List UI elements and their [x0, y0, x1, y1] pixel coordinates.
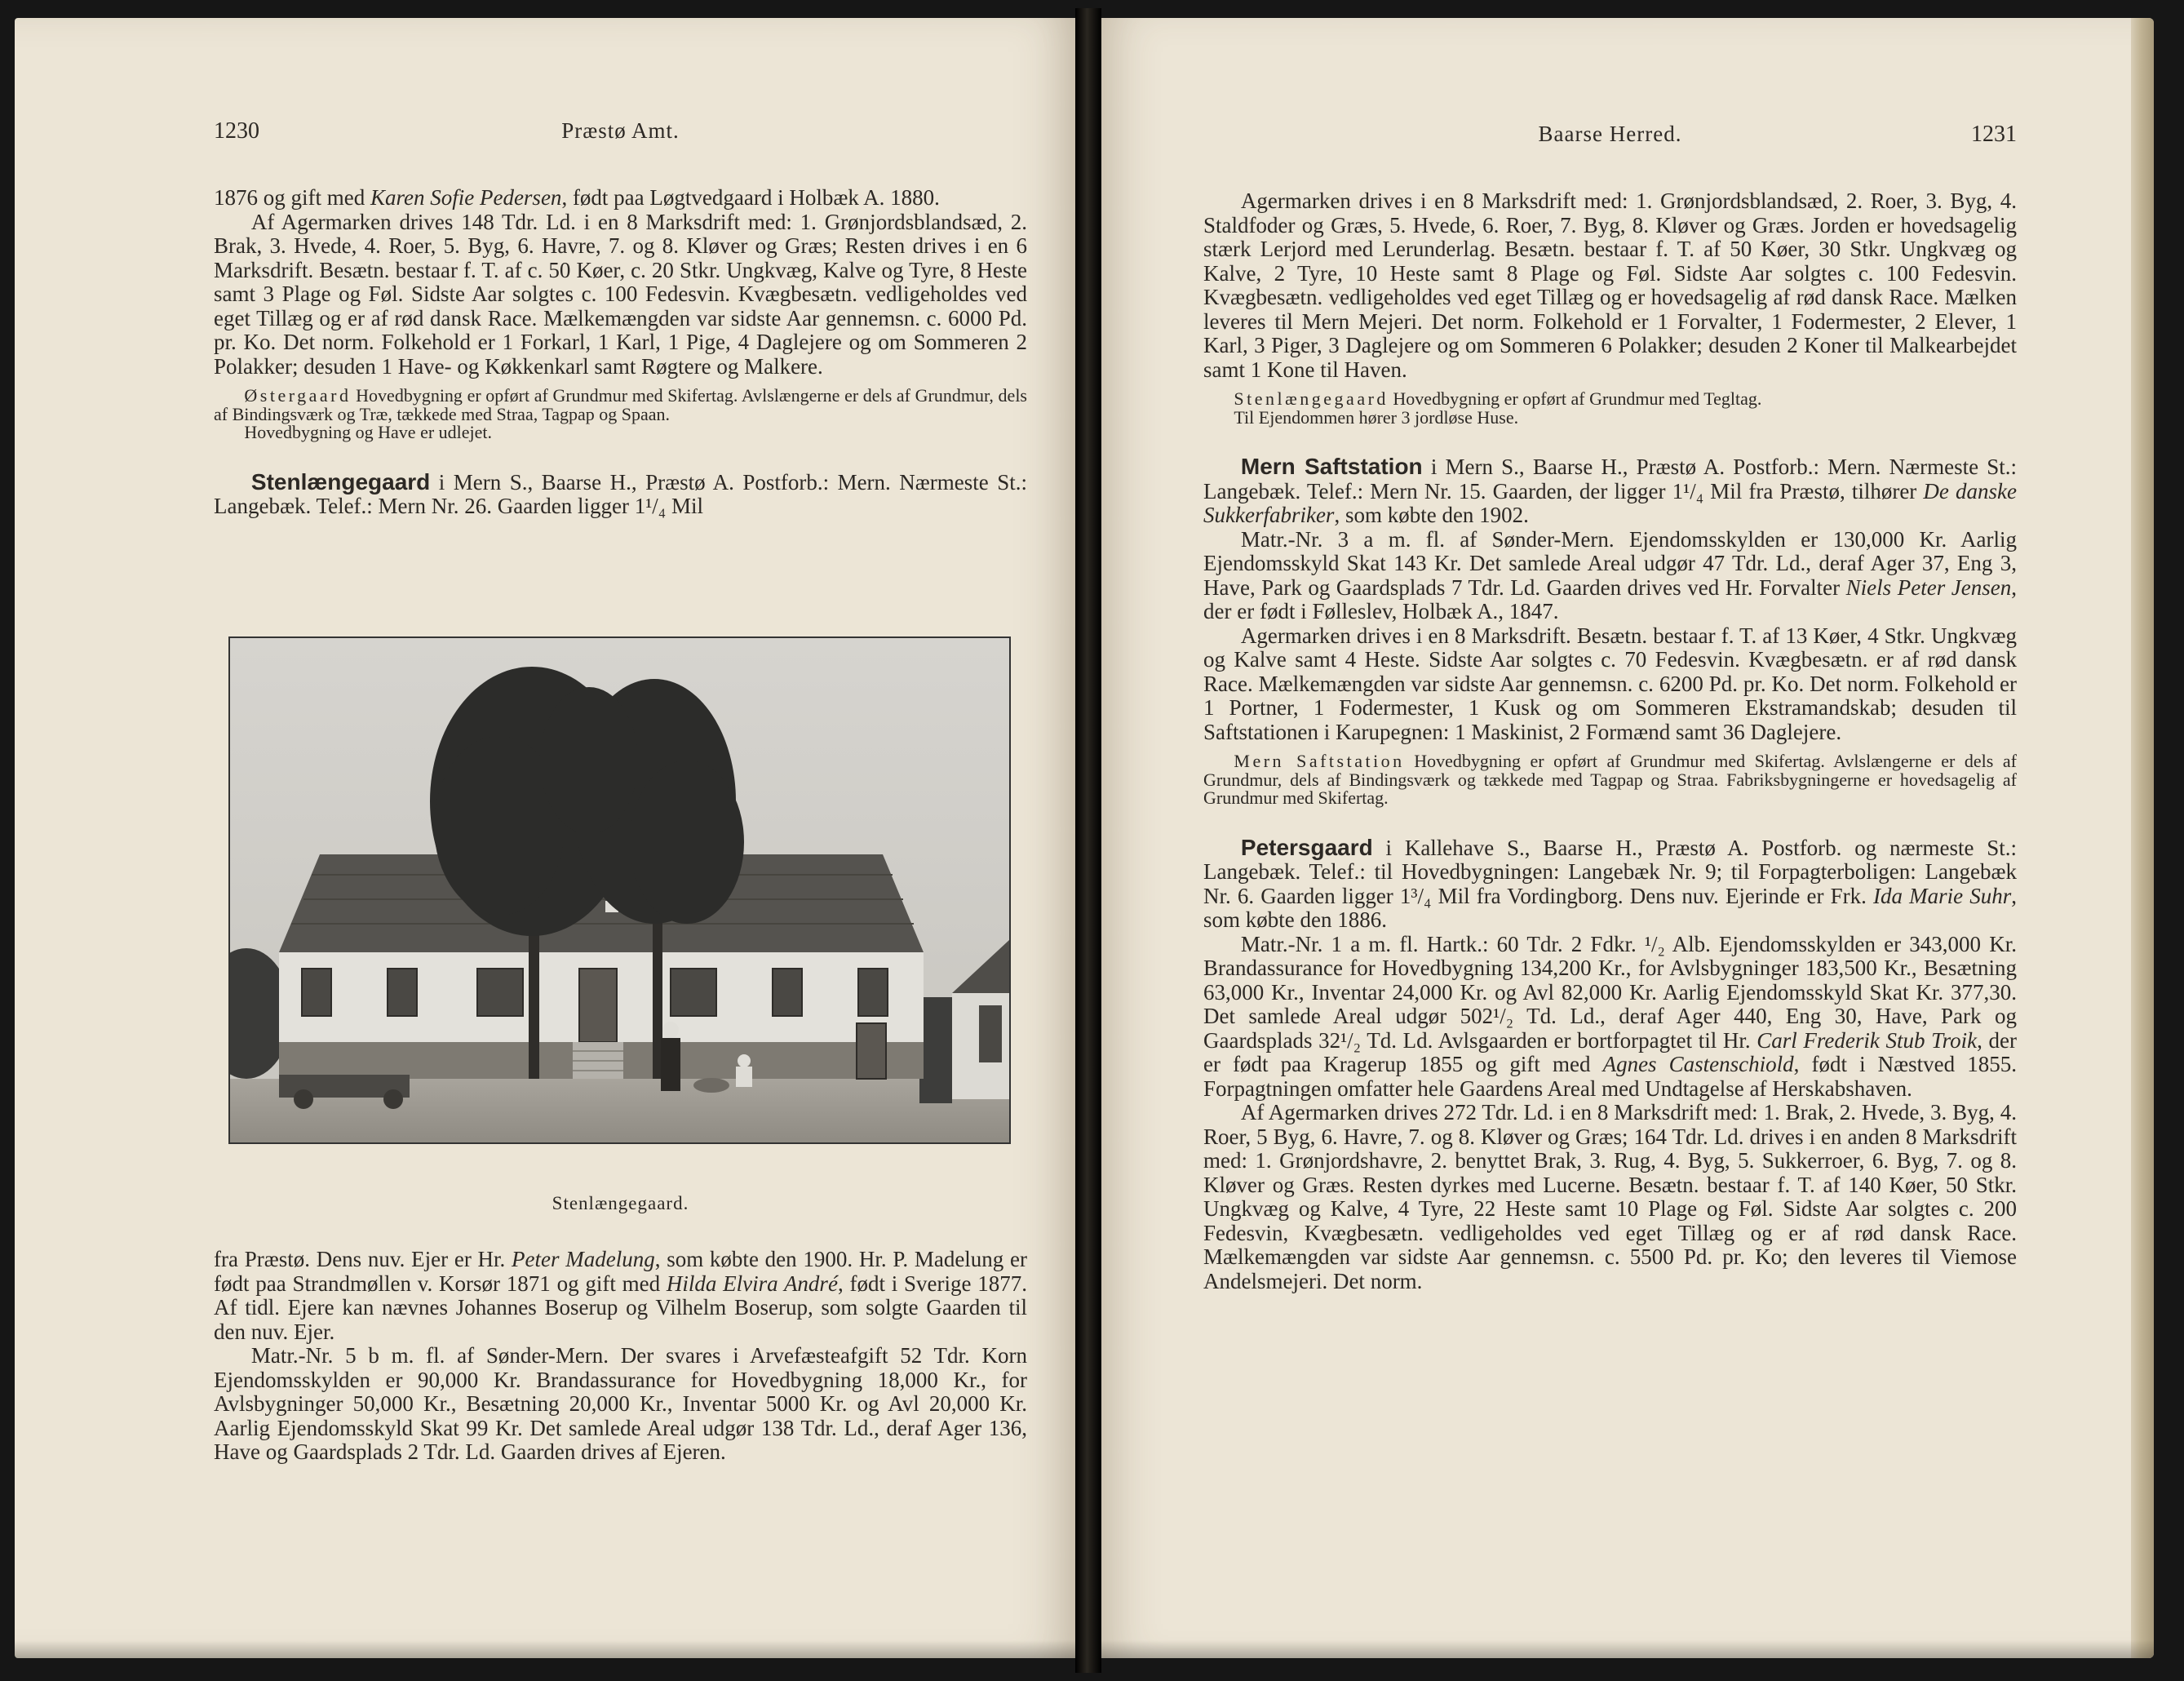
page-number: 1230: [214, 118, 259, 144]
paragraph: Agermarken drives i en 8 Marksdrift med: 1. Grønjordsblandsæd, 2. Roer, 3. Byg, 4. Staldfoder og Græs, 5. Hvede, 6. Roer, 7. Byg, 8. Kløver og Græs. Jorden er hovedsagelig stærk Lerjord med Lerunderlag. Besætn. bestaar f. T. af 50 Køer, 30 Stkr. Ungkvæg og Kalve, 2 Tyre, 10 Heste samt 8 Plage og Føl. Sidste Aar solgtes c. 100 Fedesvin. Kvægbesætn. vedligeholdes ved eget Tillæg og er hovedsagelig af rød dansk Race. Mælken leveres til Mern Mejeri. Det norm. Folkehold er 1 Forvalter, 1 Fodermester, 2 Elever, 1 Karl, 3 Piger, 3 Daglejere og om Sommeren 6 Polakker; desuden 2 Koner til Malkearbejdet samt 1 Kone til Haven.: [1203, 189, 2017, 382]
text-column-bottom: [214, 1248, 1027, 1465]
photo-caption: Stenlængegaard.: [552, 1193, 689, 1213]
paragraph: fra Præstø. Dens nuv. Ejer er Hr. Peter Madelung, som købte den 1900. Hr. P. Madelung er født paa Strandmøllen v. Korsør 1871 og gift med Hilda Elvira André, født i Sverige 1877. Af tidl. Ejere kan nævnes Johannes Boserup og Vilhelm Boserup, som solgte Gaarden til den nuv. Ejer.: [214, 1247, 1028, 1344]
page-shadow: [1101, 1640, 2154, 1658]
page-number: 1231: [1971, 122, 2017, 147]
building-note: Mern Saftstation Hovedbygning er opført af Grundmur med Skifertag. Avlslængerne er dels af Grundmur, dels af Bindingsværk og tækkede med Tagpap og Straa. Fabriksbygningerne er hovedsagelig af Grundmur med Skifertag.: [1203, 751, 2017, 808]
building-note: Stenlængegaard Hovedbygning er opført af Grundmur med Tegltag. Til Ejendommen hører 3 jordløse Huse.: [1234, 388, 1762, 428]
paragraph: Matr.-Nr. 1 a m. fl. Hartk.: 60 Tdr. 2 Fdkr. ¹/₂ Alb. Ejendomsskylden er 343,000 Kr. Brandassurance for Hovedbygning 134,200 Kr., for Avlsbygninger 183,500 Kr., Besætning 63,000 Kr., Inventar 24,000 Kr. og Avl 82,000 Kr. Aarlig Ejendomsskyld Skat Kr. 377,30. Det samlede Areal udgør 502¹/₂ Td. Ld., deraf Ager 440, Eng 30, Have, Park og Gaardsplads 32¹/₂ Td. Ld. Avlsgaarden er bortforpagtet til Hr. Carl Frederik Stub Troik, der er født paa Kragerup 1855 og gift med Agnes Castenschiold, født i Næstved 1855. Forpagtningen omfatter hele Gaardens Areal med Undtagelse af Herskabshaven.: [1203, 931, 2018, 1101]
paragraph: Matr.-Nr. 5 b m. fl. af Sønder-Mern. Der svares i Arvefæsteafgift 52 Tdr. Korn Ejendomsskylden er 90,000 Kr. Brandassurance for Hovedbygning 18,000 Kr., for Avlsbygninger 50,000 Kr., Besætning 20,000 Kr., Inventar 5000 Kr. og Avl 20,000 Kr. Aarlig Ejendomsskyld Skat 99 Kr. Det samlede Areal udgør 138 Tdr. Ld., deraf Ager 136, Have og Gaardsplads 2 Tdr. Ld. Gaarden drives af Ejeren.: [214, 1343, 1027, 1464]
entry-title: Petersgaard: [1240, 834, 1373, 860]
entry-petersgaard: Petersgaard i Kallehave S., Baarse H., Præstø A. Postforb. og nærmeste St.: Langebæk. Telef.: til Hovedbygningen: Langebæk Nr. 9; til Forpagterboligen: Langebæk Nr. 6. Gaarden ligger 1³/₄ Mil fra Vordingborg. Dens nuv. Ejerinde er Frk. Ida Marie Suhr, som købte den 1886.: [1203, 834, 2018, 932]
paragraph: 1876 og gift med Karen Sofie Pedersen, født paa Løgtvedgaard i Holbæk A. 1880.: [214, 185, 940, 210]
right-page: [1101, 18, 2154, 1658]
paragraph: Agermarken drives i en 8 Marksdrift. Besætn. bestaar f. T. af 13 Køer, 4 Stkr. Ungkvæg og Kalve samt 4 Heste. Sidste Aar solgtes c. 70 Fedesvin. Kvægbesætn. er af rød dansk Race. Mælkemængden var sidste Aar gennemsn. c. 6200 Pd. pr. Ko. Det norm. Folkehold er 1 Portner, 1 Fodermester, 1 Kusk og om Sommeren Ekstramandskab; desuden til Saftstationen i Karupegnen: 1 Maskinist, 2 Formænd samt 36 Daglejere.: [1203, 623, 2017, 744]
paragraph: Af Agermarken drives 148 Tdr. Ld. i en 8 Marksdrift med: 1. Grønjordsblandsæd, 2. Brak, 3. Hvede, 4. Roer, 5. Byg, 6. Havre, 7. og 8. Kløver og Græs; Resten drives i en 6 Marksdrift. Besætn. bestaar f. T. af c. 50 Køer, c. 20 Stkr. Ungkvæg, Kalve og Tyre, 8 Heste samt 3 Plage og Føl. Sidste Aar solgtes c. 100 Fedesvin. Kvægbesætn. vedligeholdes ved eget Tillæg og er af rød dansk Race. Mælkemængden var sidste Aar gennemsn. c. 6000 Pd. pr. Ko. Det norm. Folkehold er 1 Forkarl, 1 Karl, 1 Pige, 4 Daglejere og om Sommeren 2 Polakker; desuden 1 Have- og Køkkenkarl samt Røgtere og Malkere.: [214, 209, 1027, 379]
entry-title: Mern Saftstation: [1240, 454, 1423, 479]
book-spine: [1075, 8, 1101, 1673]
entry-stenlaengegaard: Stenlængegaard i Mern S., Baarse H., Præstø A. Postforb.: Mern. Nærmeste St.: Langebæk. Telef.: Mern Nr. 26. Gaarden ligger 1¹/₄ Mil: [214, 468, 1027, 518]
paragraph: Af Agermarken drives 272 Tdr. Ld. i en 8 Marksdrift med: 1. Brak, 2. Hvede, 3. Byg, 4. Roer, 5 Byg, 6. Havre, 7. og 8. Kløver og Græs; 164 Tdr. Ld. drives i en anden 8 Marksdrift med: 1. Grønjordshavre, 2. benyttet Brak, 3. Rug, 4. Byg, 5. Sukkerroer, 6. Byg, 7. og 8. Kløver og Græs. Resten dyrkes med Lucerne. Besætn. bestaar f. T. af 140 Køer, 50 Stkr. Ungkvæg og Kalve, 4 Tyre, 22 Heste samt 10 Plage og Føl. Sidste Aar solgtes c. 200 Fedesvin, Kvægbesætn. vedligeholdes ved eget Tillæg og er af rød dansk Race. Mælkemængden var sidste Aar gennemsn. c. 5500 Pd. pr. Ko; den leveres til Viemose Andelsmejeri. Det norm.: [1203, 1100, 2017, 1293]
paragraph: Matr.-Nr. 3 a m. fl. af Sønder-Mern. Ejendomsskylden er 130,000 Kr. Aarlig Ejendomsskyld Skat 143 Kr. Det samlede Areal udgør 47 Tdr. Ld., deraf Ager 37, Eng 3, Have, Park og Gaardsplads 7 Tdr. Ld. Gaarden drives ved Hr. Forvalter Niels Peter Jensen, der er født i Følleslev, Holbæk A., 1847.: [1203, 526, 2017, 623]
running-head: Præstø Amt.: [561, 118, 680, 143]
building-note: Østergaard Hovedbygning er opført af Grundmur med Skifertag. Avlslængerne er dels af Grundmur, dels af Bindingsværk og Træ, tækkede med Straa, Tagpap og Spaan. Hovedbygning og Have er udlejet.: [214, 385, 1027, 442]
entry-mern-saftstation: Mern Saftstation i Mern S., Baarse H., Præstø A. Postforb.: Mern. Nærmeste St.: Langebæk. Telef.: Mern Nr. 15. Gaarden, der ligger 1¹/₄ Mil fra Præstø, tilhører De danske Sukkerfabriker, som købte den 1902.: [1203, 454, 2017, 527]
page-shadow: [15, 1640, 1075, 1658]
text-column-top: [214, 186, 1027, 519]
left-page: [15, 18, 1075, 1658]
text-column: [1203, 189, 2017, 1293]
entry-title: Stenlængegaard: [250, 468, 431, 495]
farm-photo: [228, 636, 1011, 1144]
running-head: Baarse Herred.: [1538, 122, 1682, 146]
page-edge: [2131, 18, 2154, 1658]
